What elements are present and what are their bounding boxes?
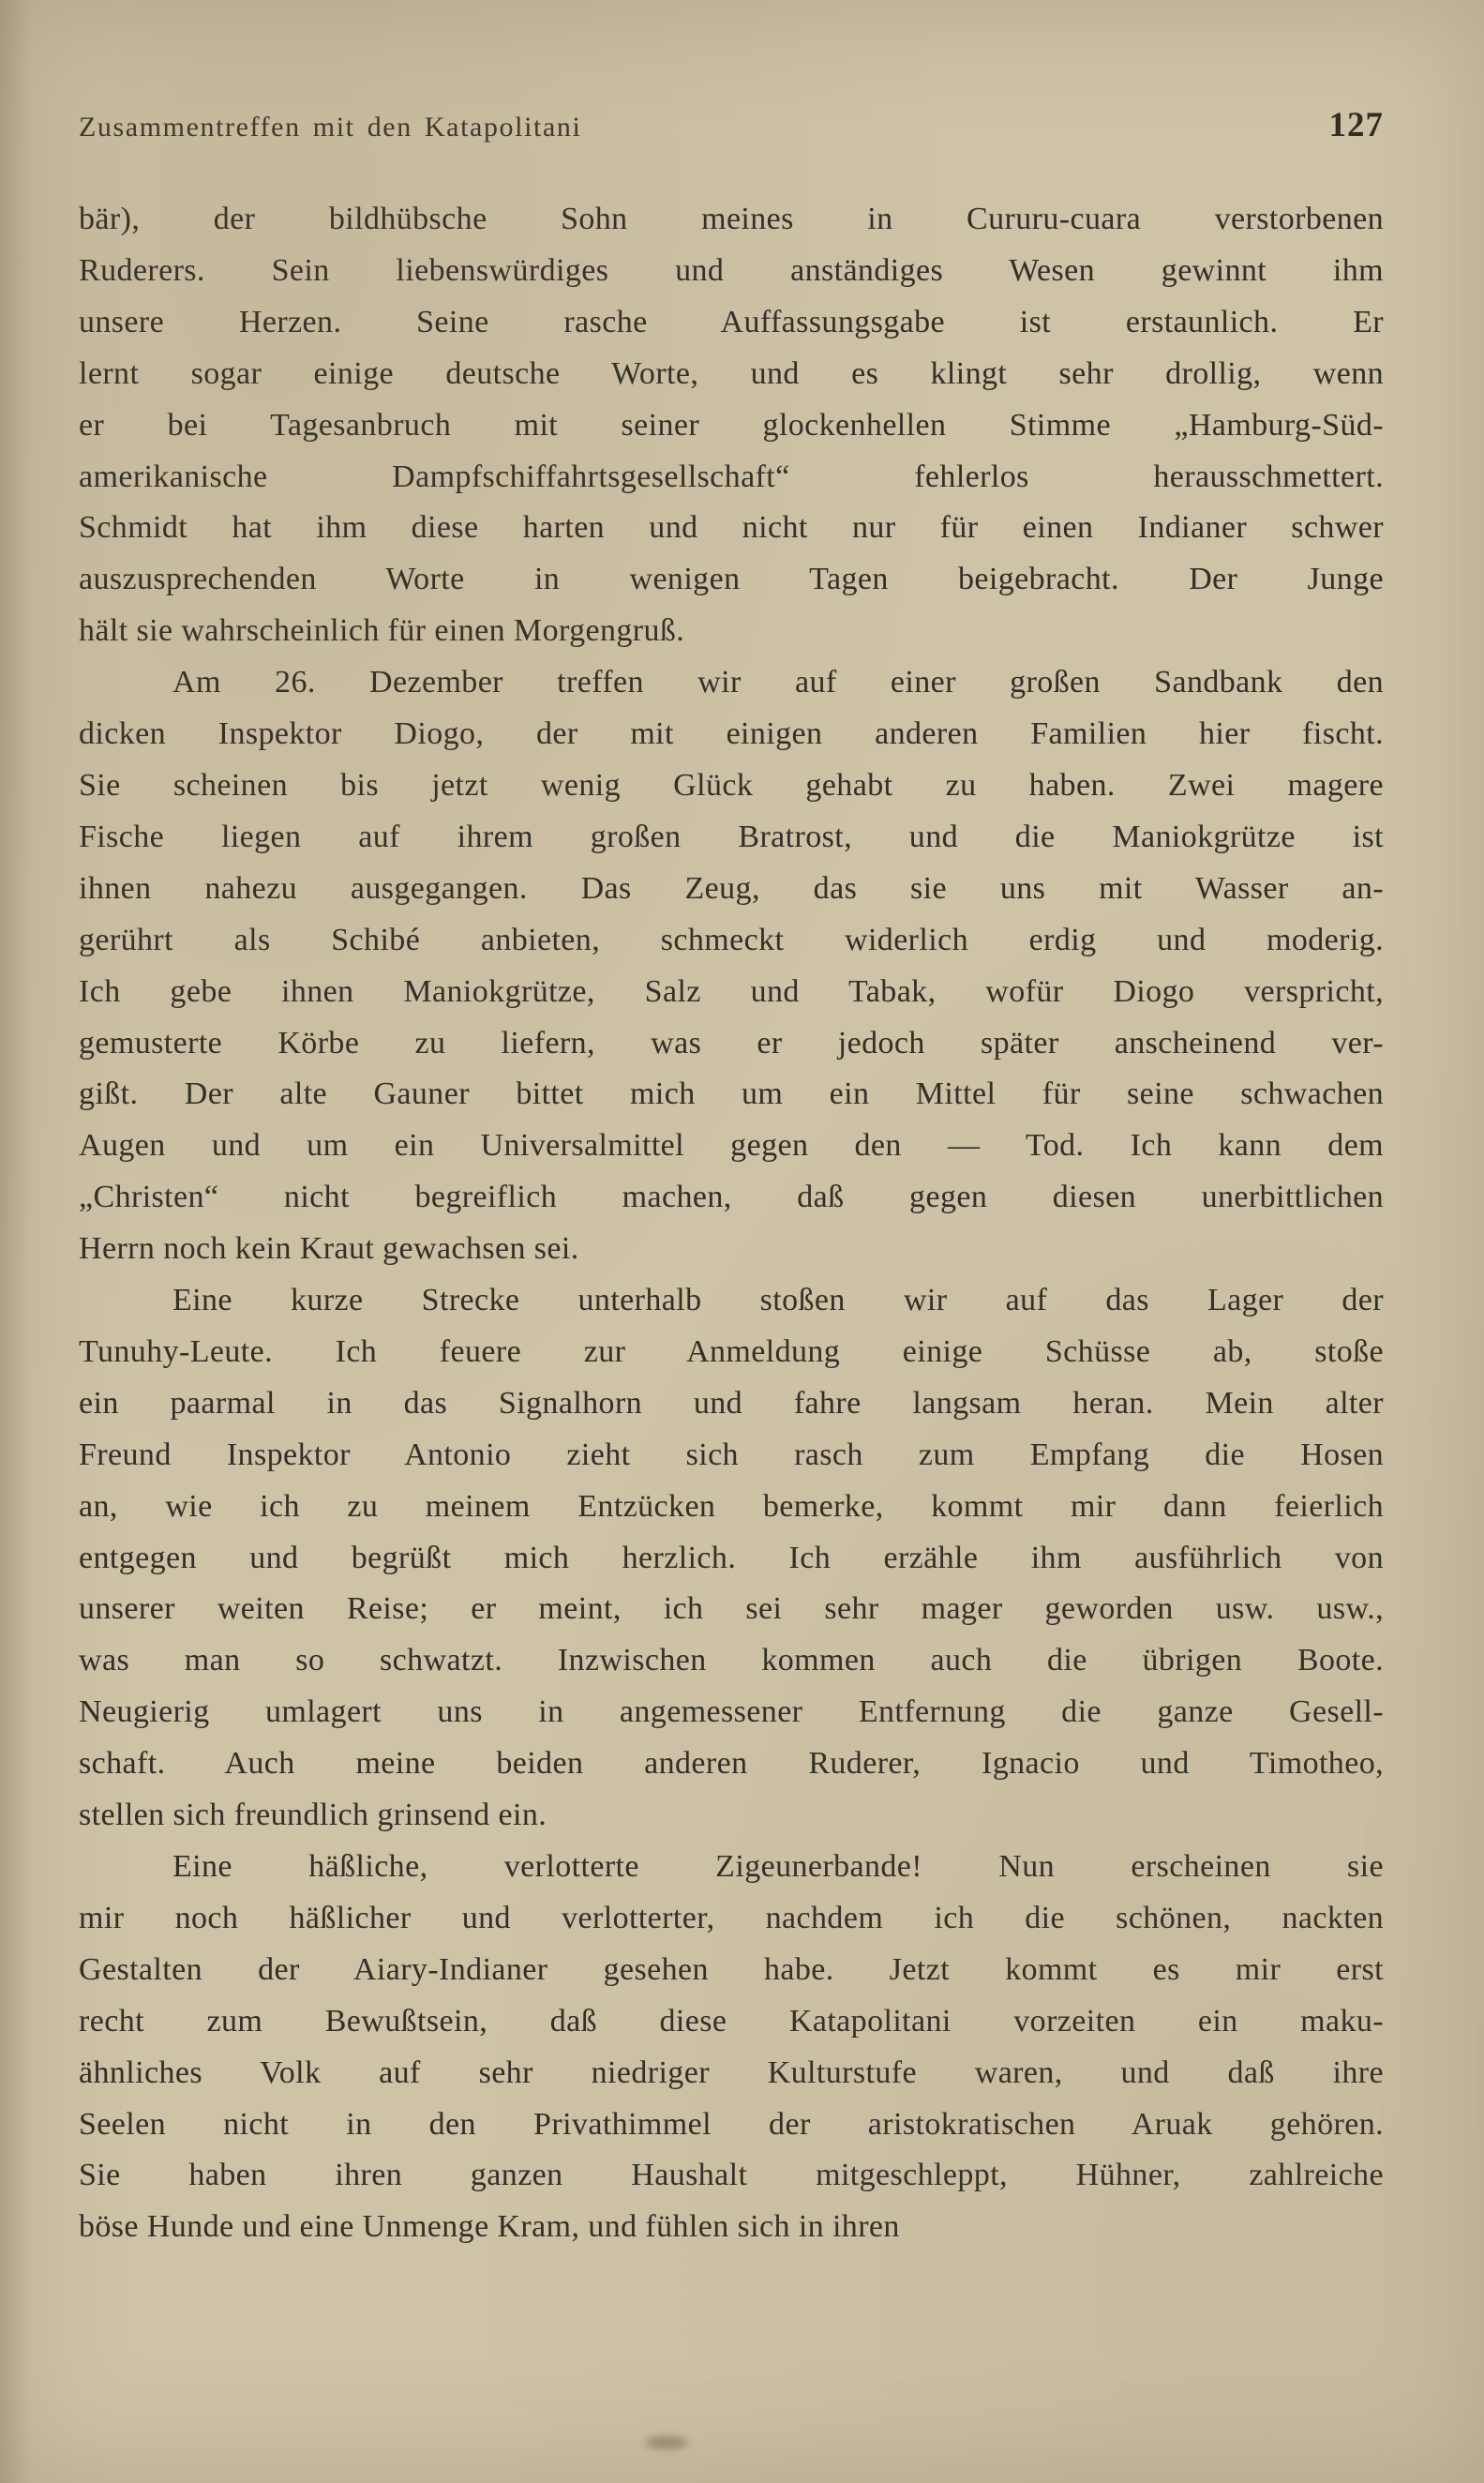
- text-line: lernt sogar einige deutsche Worte, und es klingt sehr drollig, wenn: [79, 355, 1384, 391]
- text-line: entgegen und begrüßt mich herzlich. Ich erzähle ihm ausführlich von: [79, 1540, 1384, 1575]
- text-line: stellen sich freundlich grinsend ein.: [79, 1798, 547, 1833]
- text-line: er bei Tagesanbruch mit seiner glockenhellen Stimme „Hamburg-Süd-: [79, 407, 1384, 443]
- text-line: bär), der bildhübsche Sohn meines in Cururu-cuara verstorbenen: [79, 202, 1384, 236]
- text-line: Neugierig umlagert uns in angemessener Entfernung die ganze Gesell-: [79, 1694, 1384, 1730]
- text-line: amerikanische Dampfschiffahrtsgesellschaft“ fehlerlos herausschmettert.: [79, 459, 1384, 494]
- text-line: Fische liegen auf ihrem großen Bratrost, und die Maniokgrütze ist: [79, 819, 1384, 854]
- paragraph: [79, 1275, 1384, 1842]
- text-line: Herrn noch kein Kraut gewachsen sei.: [79, 1231, 579, 1267]
- text-line: gißt. Der alte Gauner bittet mich um ein Mittel für seine schwachen: [79, 1076, 1384, 1112]
- text-line: schaft. Auch meine beiden anderen Ruderer, Ignacio und Timotheo,: [79, 1746, 1384, 1782]
- paragraph: [79, 194, 1384, 657]
- text-line: ihnen nahezu ausgegangen. Das Zeug, das sie uns mit Wasser an-: [79, 870, 1384, 906]
- text-line: auszusprechenden Worte in wenigen Tagen beigebracht. Der Junge: [79, 562, 1384, 597]
- text-line: ähnliches Volk auf sehr niedriger Kulturstufe waren, und daß ihre: [79, 2054, 1384, 2090]
- text-line: „Christen“ nicht begreiflich machen, daß gegen diesen unerbittlichen: [79, 1180, 1384, 1215]
- text-line: unserer weiten Reise; er meint, ich sei sehr mager geworden usw. usw.,: [79, 1591, 1384, 1627]
- text-line: mir noch häßlicher und verlotterter, nachdem ich die schönen, nackten: [79, 1900, 1384, 1935]
- text-line: Schmidt hat ihm diese harten und nicht nur für einen Indianer schwer: [79, 510, 1384, 546]
- page-number: 127: [1328, 106, 1384, 144]
- text-line: Sie haben ihren ganzen Haushalt mitgeschleppt, Hühner, zahlreiche: [79, 2158, 1384, 2193]
- text-line: Am 26. Dezember treffen wir auf einer großen Sandbank den: [172, 665, 1384, 700]
- text-line: was man so schwatzt. Inzwischen kommen auch die übrigen Boote.: [79, 1643, 1384, 1678]
- text-line: dicken Inspektor Diogo, der mit einigen anderen Familien hier fischt.: [79, 716, 1384, 752]
- text-line: Sie scheinen bis jetzt wenig Glück gehabt zu haben. Zwei magere: [79, 767, 1384, 803]
- text-line: recht zum Bewußtsein, daß diese Katapolitani vorzeiten ein maku-: [79, 2003, 1384, 2039]
- paragraph: [79, 1842, 1384, 2253]
- text-line: böse Hunde und eine Unmenge Kram, und fühlen sich in ihren: [79, 2209, 900, 2245]
- text-line: Gestalten der Aiary-Indianer gesehen habe. Jetzt kommt es mir erst: [79, 1951, 1384, 1987]
- text-line: Tunuhy-Leute. Ich feuere zur Anmeldung einige Schüsse ab, stoße: [79, 1333, 1384, 1369]
- text-line: Eine häßliche, verlotterte Zigeunerbande! Nun erscheinen sie: [172, 1849, 1384, 1884]
- text-line: ein paarmal in das Signalhorn und fahre langsam heran. Mein alter: [79, 1385, 1384, 1421]
- text-line: gerührt als Schibé anbieten, schmeckt widerlich erdig und moderig.: [79, 922, 1384, 957]
- text-line: gemusterte Körbe zu liefern, was er jedoch später anscheinend ver-: [79, 1025, 1384, 1061]
- text-line: hält sie wahrscheinlich für einen Morgengruß.: [79, 613, 685, 649]
- text-line: Augen und um ein Universalmittel gegen den — Tod. Ich kann dem: [79, 1128, 1384, 1164]
- ink-smudge: [645, 2436, 688, 2449]
- paragraph: [79, 657, 1384, 1275]
- text-line: unsere Herzen. Seine rasche Auffassungsgabe ist erstaunlich. Er: [79, 304, 1384, 339]
- page-body: [79, 194, 1384, 2253]
- text-line: Ruderers. Sein liebenswürdiges und anständiges Wesen gewinnt ihm: [79, 252, 1384, 288]
- text-line: Freund Inspektor Antonio zieht sich rasch zum Empfang die Hosen: [79, 1437, 1384, 1472]
- text-line: Eine kurze Strecke unterhalb stoßen wir auf das Lager der: [172, 1283, 1384, 1318]
- text-line: an, wie ich zu meinem Entzücken bemerke, kommt mir dann feierlich: [79, 1488, 1384, 1524]
- text-line: Ich gebe ihnen Maniokgrütze, Salz und Tabak, wofür Diogo verspricht,: [79, 973, 1384, 1009]
- text-line: Seelen nicht in den Privathimmel der aristokratischen Aruak gehören.: [79, 2106, 1384, 2142]
- page-header: [79, 105, 1384, 145]
- running-title: Zusammentreffen mit den Katapolitani: [79, 112, 582, 143]
